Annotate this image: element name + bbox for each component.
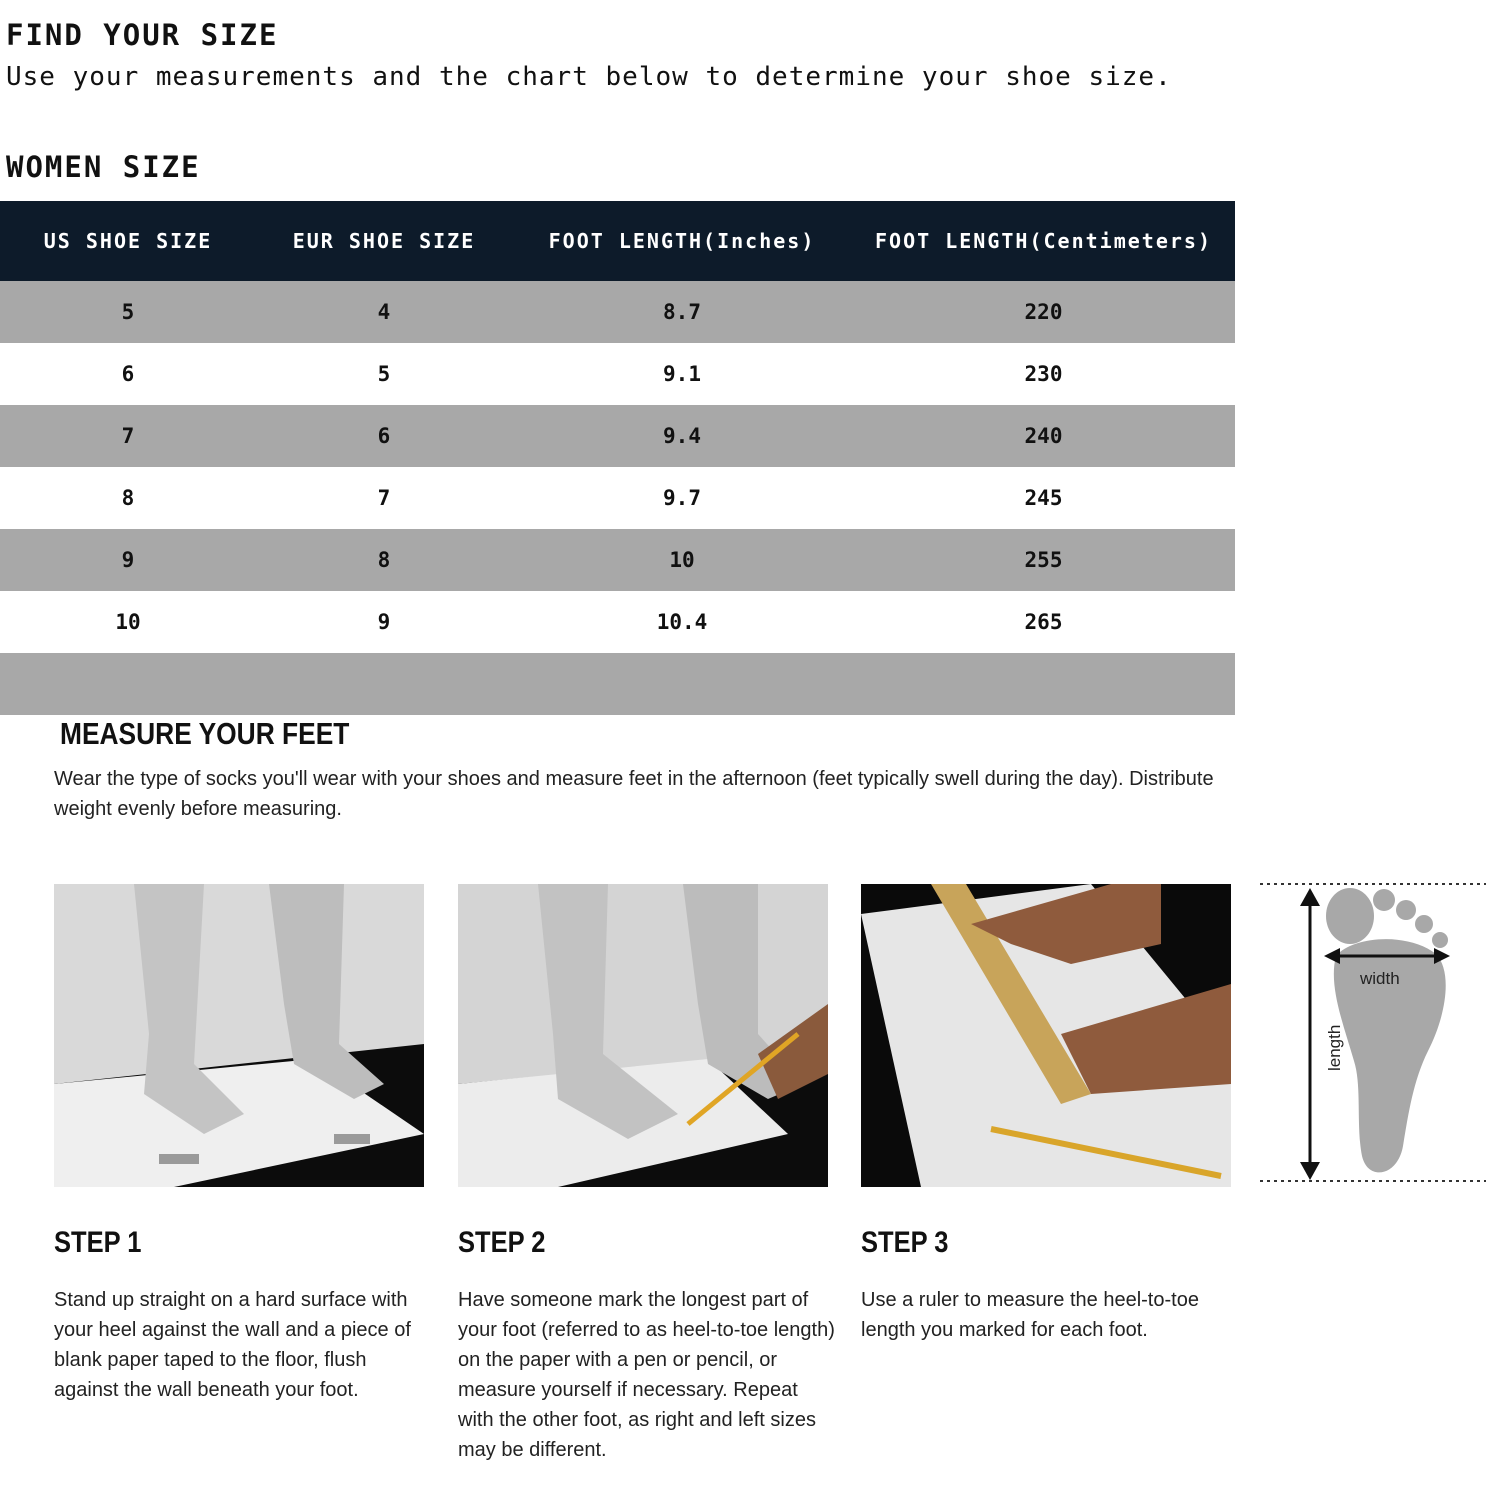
column-header-foot-length-inches: FOOT LENGTH(Inches)	[512, 201, 852, 281]
length-inches-cell: 10	[512, 529, 852, 591]
us-size-cell: 5	[0, 281, 256, 343]
table-row	[0, 343, 1235, 405]
eur-size-cell	[256, 653, 512, 715]
step3-title: STEP 3	[861, 1226, 949, 1259]
footprint-icon	[1326, 888, 1448, 1172]
us-size-cell: 10	[0, 591, 256, 653]
length-cm-cell: 220	[852, 281, 1235, 343]
eur-size-cell: 7	[256, 467, 512, 529]
eur-size-cell: 4	[256, 281, 512, 343]
us-size-cell: 6	[0, 343, 256, 405]
eur-size-cell: 8	[256, 529, 512, 591]
us-size-cell: 8	[0, 467, 256, 529]
length-inches-cell: 8.7	[512, 281, 852, 343]
step2-photo	[458, 884, 828, 1187]
length-arrow-icon	[1300, 888, 1320, 1180]
section-title: WOMEN SIZE	[6, 150, 201, 184]
us-size-cell: 9	[0, 529, 256, 591]
length-cm-cell: 245	[852, 467, 1235, 529]
table-row	[0, 529, 1235, 591]
step3-text: Use a ruler to measure the heel-to-toe length you marked for each foot.	[861, 1289, 1199, 1341]
table-row-empty	[0, 653, 1235, 715]
length-cm-cell	[852, 653, 1235, 715]
table-header-row	[0, 201, 1235, 281]
measure-description: Wear the type of socks you'll wear with your shoes and measure feet in the afternoon (feet typically swell during the day). Distribute weight evenly before measuring.	[54, 768, 1214, 820]
table-row	[0, 281, 1235, 343]
column-header-foot-length-cm: FOOT LENGTH(Centimeters)	[852, 201, 1235, 281]
width-label: width	[1360, 969, 1400, 988]
page-title: FIND YOUR SIZE	[6, 18, 279, 52]
step2-title: STEP 2	[458, 1226, 546, 1259]
length-cm-cell: 265	[852, 591, 1235, 653]
foot-measurement-diagram	[1258, 876, 1488, 1188]
us-size-cell: 7	[0, 405, 256, 467]
eur-size-cell: 6	[256, 405, 512, 467]
step1-text: Stand up straight on a hard surface with your heel against the wall and a piece of blank paper taped to the floor, flush against the wall beneath your foot.	[54, 1289, 411, 1401]
length-cm-cell: 230	[852, 343, 1235, 405]
table-row	[0, 591, 1235, 653]
step2-text: Have someone mark the longest part of your foot (referred to as heel-to-toe length) on the paper with a pen or pencil, or measure yourself if necessary. Repeat with the other foot, as right and left sizes may be different.	[458, 1289, 835, 1461]
column-header-us-size: US SHOE SIZE	[0, 201, 256, 281]
length-inches-cell: 9.4	[512, 405, 852, 467]
eur-size-cell: 5	[256, 343, 512, 405]
table-row	[0, 467, 1235, 529]
size-chart-table	[0, 201, 1235, 715]
length-inches-cell: 10.4	[512, 591, 852, 653]
eur-size-cell: 9	[256, 591, 512, 653]
length-cm-cell: 255	[852, 529, 1235, 591]
length-inches-cell: 9.1	[512, 343, 852, 405]
measure-section-title: MEASURE YOUR FEET	[60, 716, 350, 751]
us-size-cell	[0, 653, 256, 715]
column-header-eur-size: EUR SHOE SIZE	[256, 201, 512, 281]
page-subtitle: Use your measurements and the chart below to determine your shoe size.	[6, 62, 1172, 92]
length-cm-cell: 240	[852, 405, 1235, 467]
table-row	[0, 405, 1235, 467]
length-inches-cell: 9.7	[512, 467, 852, 529]
step1-photo	[54, 884, 424, 1187]
length-label: length	[1325, 1024, 1344, 1071]
length-inches-cell	[512, 653, 852, 715]
step3-photo	[861, 884, 1231, 1187]
step1-title: STEP 1	[54, 1226, 142, 1259]
